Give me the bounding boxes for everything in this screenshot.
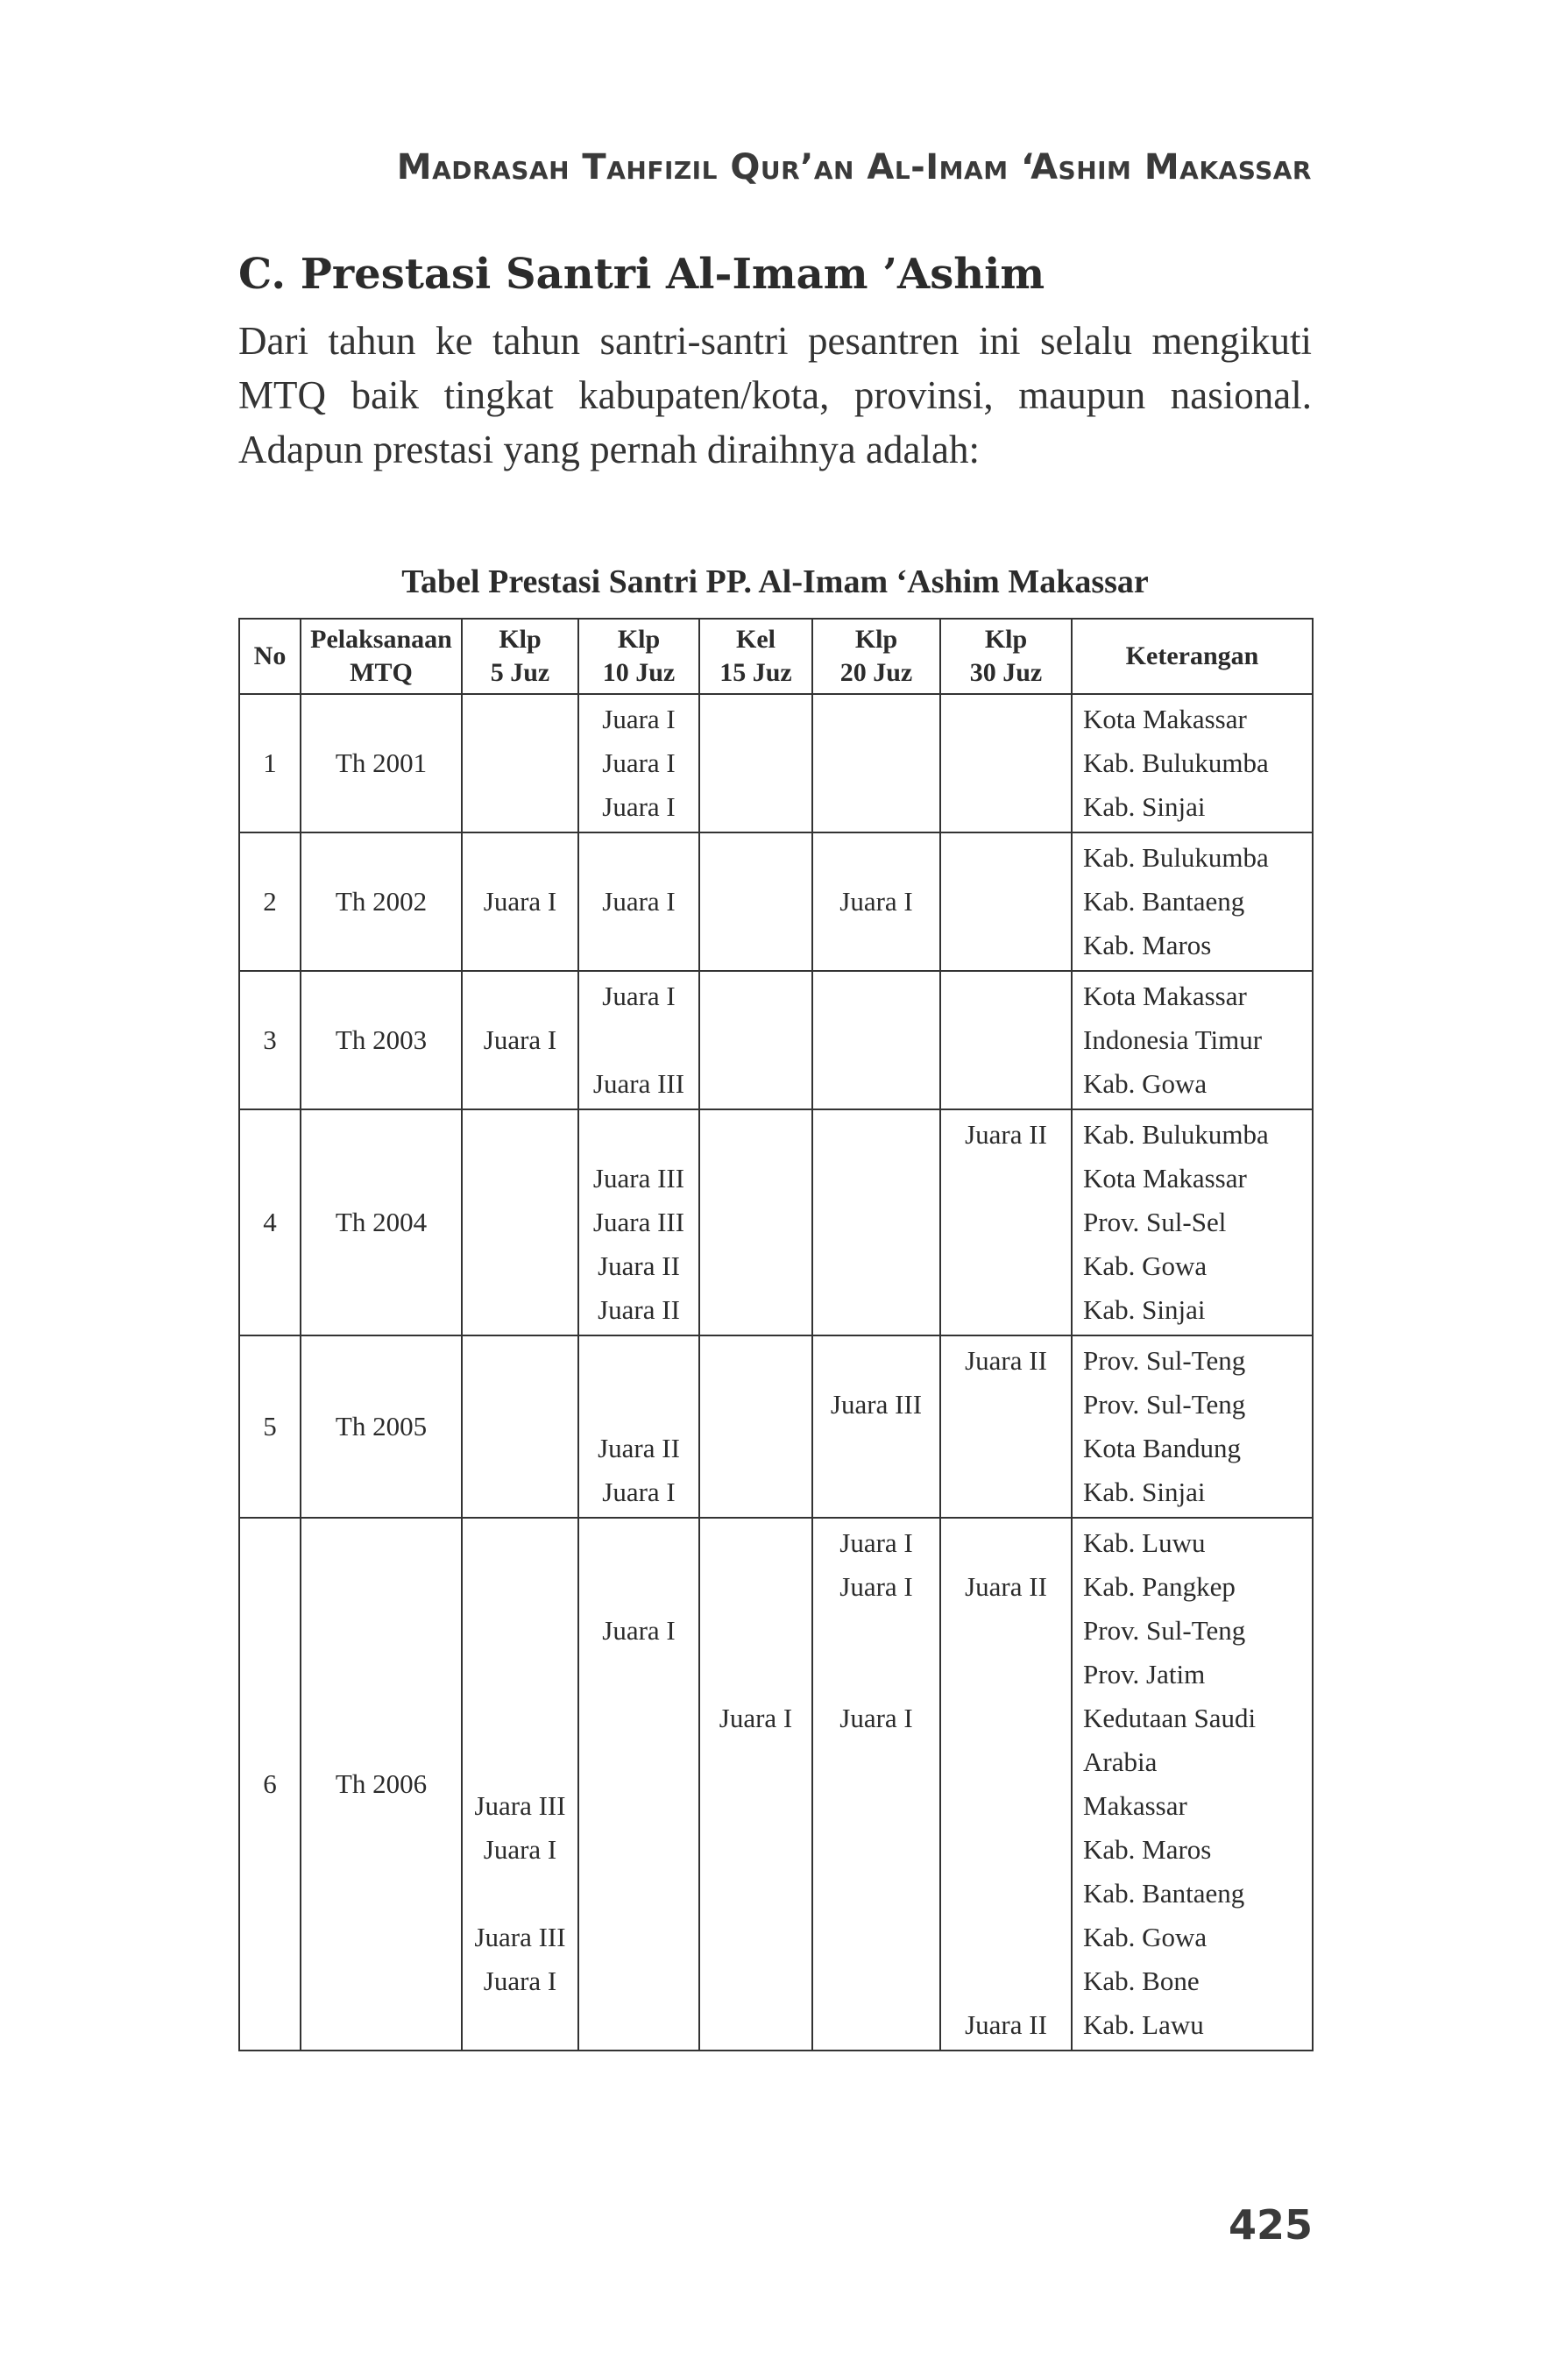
cell-line <box>579 1740 698 1784</box>
cell-klp-5-juz <box>462 971 578 1109</box>
cell-line <box>941 1157 1071 1201</box>
cell-line <box>941 1521 1071 1565</box>
cell-year: Th 2001 <box>301 694 462 832</box>
cell-line <box>700 1740 811 1784</box>
cell-line: Prov. Sul-Teng <box>1083 1345 1246 1376</box>
cell-klp-10-juz <box>578 1518 699 2051</box>
cell-line <box>463 1653 577 1696</box>
cell-line: Kab. Bantaeng <box>1083 886 1245 917</box>
cell-line <box>700 1521 811 1565</box>
cell-line <box>813 836 939 880</box>
cell-line: Juara III <box>592 1207 685 1237</box>
cell-line <box>813 924 939 967</box>
cell-line: Prov. Sul-Teng <box>1083 1615 1246 1646</box>
cell-line <box>463 741 577 785</box>
header-klp-30-juz: Klp 30 Juz <box>940 619 1072 694</box>
cell-klp-30-juz <box>940 832 1072 971</box>
cell-line: Juara I <box>602 747 676 778</box>
cell-klp-5-juz <box>462 832 578 971</box>
cell-line: Juara I <box>483 1834 557 1865</box>
cell-line <box>463 836 577 880</box>
cell-line <box>813 1470 939 1514</box>
cell-line: Kab. Bulukumba <box>1083 1119 1269 1150</box>
header-kel-15-juz: Kel 15 Juz <box>699 619 812 694</box>
cell-line <box>700 1383 811 1427</box>
cell-line <box>941 1784 1071 1828</box>
cell-line <box>941 741 1071 785</box>
cell-line <box>463 1157 577 1201</box>
cell-line <box>463 1383 577 1427</box>
cell-line <box>463 1696 577 1740</box>
cell-keterangan <box>1072 832 1313 971</box>
cell-line <box>463 1244 577 1288</box>
cell-line <box>941 880 1071 924</box>
cell-line: Juara I <box>839 886 913 917</box>
cell-line <box>813 2003 939 2047</box>
cell-line <box>463 1339 577 1383</box>
table-row <box>239 832 1313 971</box>
header-no: No <box>239 619 301 694</box>
cell-line <box>579 1959 698 2003</box>
cell-line: Kab. Maros <box>1083 1834 1212 1865</box>
cell-line <box>813 1872 939 1916</box>
cell-line <box>700 1062 811 1106</box>
cell-line <box>813 1018 939 1062</box>
cell-line <box>700 1784 811 1828</box>
cell-line <box>813 1609 939 1653</box>
cell-line <box>463 698 577 741</box>
cell-line <box>700 836 811 880</box>
cell-line <box>813 1339 939 1383</box>
cell-line <box>700 880 811 924</box>
cell-line <box>813 1740 939 1784</box>
table-header-row <box>239 619 1313 694</box>
cell-line: Juara I <box>602 1477 676 1507</box>
cell-line <box>813 1288 939 1332</box>
cell-line: Kab. Bulukumba <box>1083 747 1269 778</box>
cell-line: Arabia <box>1083 1746 1158 1777</box>
header-pelaksanaan: Pelaksanaan MTQ <box>301 619 462 694</box>
cell-line <box>700 698 811 741</box>
cell-kel-15-juz <box>699 1335 812 1518</box>
cell-line <box>579 1018 698 1062</box>
cell-klp-10-juz <box>578 1109 699 1335</box>
cell-klp-30-juz <box>940 1109 1072 1335</box>
cell-klp-5-juz <box>462 1518 578 2051</box>
cell-line <box>579 1916 698 1959</box>
cell-line <box>941 1244 1071 1288</box>
cell-line: Juara II <box>965 1119 1047 1150</box>
cell-line: Kab. Bulukumba <box>1083 842 1269 873</box>
cell-klp-10-juz <box>578 971 699 1109</box>
cell-line: Kota Makassar <box>1083 704 1247 734</box>
table-body <box>239 694 1313 2051</box>
cell-line <box>941 1740 1071 1784</box>
header-keterangan: Keterangan <box>1072 619 1313 694</box>
cell-line <box>463 785 577 829</box>
cell-line: Juara I <box>602 886 676 917</box>
cell-line <box>813 974 939 1018</box>
cell-line: Juara I <box>839 1703 913 1733</box>
cell-klp-5-juz <box>462 1109 578 1335</box>
cell-line: Juara I <box>483 1024 557 1055</box>
cell-line <box>941 974 1071 1018</box>
cell-line: Juara II <box>965 1571 1047 1602</box>
cell-line <box>579 1828 698 1872</box>
cell-line <box>579 1784 698 1828</box>
cell-klp-10-juz <box>578 694 699 832</box>
cell-year: Th 2004 <box>301 1109 462 1335</box>
cell-line <box>813 1959 939 2003</box>
cell-line <box>700 1828 811 1872</box>
cell-line <box>700 1157 811 1201</box>
cell-klp-10-juz <box>578 832 699 971</box>
cell-line: Juara I <box>483 886 557 917</box>
cell-line <box>941 1696 1071 1740</box>
cell-line <box>463 1288 577 1332</box>
cell-line: Kab. Sinjai <box>1083 1477 1206 1507</box>
header-klp-5-juz: Klp 5 Juz <box>462 619 578 694</box>
cell-line: Kedutaan Saudi <box>1083 1703 1257 1733</box>
cell-line <box>463 2003 577 2047</box>
achievement-table <box>238 618 1314 2051</box>
cell-keterangan <box>1072 694 1313 832</box>
cell-line <box>700 741 811 785</box>
cell-line <box>579 1696 698 1740</box>
cell-keterangan <box>1072 971 1313 1109</box>
cell-line: Juara II <box>598 1433 680 1463</box>
cell-line <box>941 1062 1071 1106</box>
cell-line <box>700 1288 811 1332</box>
cell-line: Kab. Gowa <box>1083 1068 1208 1099</box>
cell-no: 5 <box>239 1335 301 1518</box>
cell-kel-15-juz <box>699 1109 812 1335</box>
cell-line <box>813 1244 939 1288</box>
cell-line <box>579 1565 698 1609</box>
cell-line: Juara III <box>474 1922 566 1952</box>
cell-line <box>813 741 939 785</box>
cell-line: Kota Makassar <box>1083 981 1247 1011</box>
cell-line: Juara II <box>965 1345 1047 1376</box>
cell-line: Kab. Bone <box>1083 1966 1200 1996</box>
cell-line <box>813 1062 939 1106</box>
cell-line: Kab. Lawu <box>1083 2009 1204 2040</box>
cell-line <box>463 1740 577 1784</box>
cell-klp-30-juz <box>940 971 1072 1109</box>
header-klp-20-juz: Klp 20 Juz <box>812 619 940 694</box>
cell-line <box>463 1201 577 1244</box>
cell-line <box>579 1521 698 1565</box>
cell-no: 2 <box>239 832 301 971</box>
cell-keterangan <box>1072 1109 1313 1335</box>
cell-keterangan <box>1072 1335 1313 1518</box>
cell-no: 6 <box>239 1518 301 2051</box>
cell-line: Juara I <box>839 1571 913 1602</box>
cell-line: Juara I <box>719 1703 793 1733</box>
cell-line <box>700 1959 811 2003</box>
cell-line <box>941 1288 1071 1332</box>
cell-line <box>941 1470 1071 1514</box>
cell-line <box>700 1113 811 1157</box>
cell-klp-10-juz <box>578 1335 699 1518</box>
cell-line: Juara III <box>474 1790 566 1821</box>
running-header: Madrasah Tahfizil Qur’an Al-Imam ‘Ashim Makassar <box>396 147 1312 188</box>
cell-line: Kab. Gowa <box>1083 1922 1208 1952</box>
cell-line <box>813 1201 939 1244</box>
cell-line <box>700 1201 811 1244</box>
table-row <box>239 1335 1313 1518</box>
cell-line: Juara II <box>598 1294 680 1325</box>
cell-line <box>941 836 1071 880</box>
cell-line <box>700 785 811 829</box>
cell-line <box>813 1784 939 1828</box>
cell-klp-5-juz <box>462 1335 578 1518</box>
cell-line <box>463 1427 577 1470</box>
cell-line: Prov. Sul-Teng <box>1083 1389 1246 1420</box>
cell-line <box>579 1653 698 1696</box>
cell-line <box>700 1916 811 1959</box>
cell-line <box>579 836 698 880</box>
cell-line <box>700 1018 811 1062</box>
table-row <box>239 1109 1313 1335</box>
cell-line <box>941 1959 1071 2003</box>
cell-line <box>579 1872 698 1916</box>
cell-line <box>700 1427 811 1470</box>
cell-line <box>700 1653 811 1696</box>
cell-line: Prov. Sul-Sel <box>1083 1207 1227 1237</box>
cell-line <box>813 1113 939 1157</box>
cell-line <box>813 1157 939 1201</box>
cell-line <box>941 1201 1071 1244</box>
cell-line <box>941 1828 1071 1872</box>
cell-line: Indonesia Timur <box>1083 1024 1263 1055</box>
cell-kel-15-juz <box>699 1518 812 2051</box>
cell-line: Kab. Pangkep <box>1083 1571 1236 1602</box>
cell-line <box>941 1916 1071 1959</box>
cell-line <box>941 1609 1071 1653</box>
cell-kel-15-juz <box>699 971 812 1109</box>
cell-line <box>463 1872 577 1916</box>
cell-line: Kab. Gowa <box>1083 1250 1208 1281</box>
cell-line: Juara I <box>483 1966 557 1996</box>
cell-line <box>941 785 1071 829</box>
cell-line <box>463 1609 577 1653</box>
cell-line <box>941 1383 1071 1427</box>
cell-line <box>579 1113 698 1157</box>
cell-line <box>463 1113 577 1157</box>
cell-keterangan <box>1072 1518 1313 2051</box>
cell-line <box>700 1565 811 1609</box>
cell-line: Juara I <box>602 791 676 822</box>
cell-line <box>579 2003 698 2047</box>
cell-klp-30-juz <box>940 1518 1072 2051</box>
cell-line <box>941 1653 1071 1696</box>
cell-line <box>700 1339 811 1383</box>
cell-line: Juara I <box>602 981 676 1011</box>
cell-no: 4 <box>239 1109 301 1335</box>
cell-line <box>700 2003 811 2047</box>
cell-no: 3 <box>239 971 301 1109</box>
cell-kel-15-juz <box>699 832 812 971</box>
table-row <box>239 971 1313 1109</box>
cell-line: Makassar <box>1083 1790 1187 1821</box>
cell-line <box>463 1521 577 1565</box>
body-paragraph: Dari tahun ke tahun santri-santri pesantren ini selalu mengikuti MTQ baik tingkat kabupaten/kota, provinsi, maupun nasional. Adapun prestasi yang pernah diraihnya adalah: <box>238 319 1312 471</box>
cell-line: Juara I <box>839 1527 913 1558</box>
cell-line: Kab. Sinjai <box>1083 791 1206 822</box>
cell-line: Kab. Bantaeng <box>1083 1878 1245 1909</box>
cell-klp-20-juz <box>812 1109 940 1335</box>
cell-line <box>579 1339 698 1383</box>
cell-line <box>941 924 1071 967</box>
cell-klp-20-juz <box>812 1518 940 2051</box>
cell-klp-20-juz <box>812 971 940 1109</box>
table-row <box>239 694 1313 832</box>
cell-line <box>700 1609 811 1653</box>
cell-line <box>813 1828 939 1872</box>
cell-line <box>463 1470 577 1514</box>
cell-line: Kab. Luwu <box>1083 1527 1206 1558</box>
cell-line: Kota Bandung <box>1083 1433 1241 1463</box>
cell-line: Juara II <box>598 1250 680 1281</box>
cell-line <box>700 1244 811 1288</box>
cell-klp-5-juz <box>462 694 578 832</box>
cell-line: Prov. Jatim <box>1083 1659 1206 1689</box>
table-row <box>239 1518 1313 2051</box>
cell-line <box>941 1018 1071 1062</box>
table-caption: Tabel Prestasi Santri PP. Al-Imam ‘Ashim Makassar <box>401 563 1149 600</box>
cell-line <box>700 1872 811 1916</box>
cell-klp-20-juz <box>812 1335 940 1518</box>
cell-line <box>463 924 577 967</box>
cell-line <box>941 698 1071 741</box>
cell-year: Th 2002 <box>301 832 462 971</box>
cell-line: Juara III <box>830 1389 923 1420</box>
cell-line <box>579 924 698 967</box>
cell-line: Kab. Sinjai <box>1083 1294 1206 1325</box>
cell-klp-30-juz <box>940 694 1072 832</box>
header-klp-10-juz: Klp 10 Juz <box>578 619 699 694</box>
cell-line <box>813 1916 939 1959</box>
cell-line <box>813 1427 939 1470</box>
cell-line <box>941 1427 1071 1470</box>
cell-year: Th 2005 <box>301 1335 462 1518</box>
cell-line: Kab. Maros <box>1083 930 1212 960</box>
cell-line: Juara III <box>592 1068 685 1099</box>
page-number: 425 <box>1228 2201 1313 2249</box>
cell-line <box>941 1872 1071 1916</box>
cell-year: Th 2003 <box>301 971 462 1109</box>
cell-line: Juara I <box>602 1615 676 1646</box>
cell-line <box>463 974 577 1018</box>
cell-kel-15-juz <box>699 694 812 832</box>
cell-year: Th 2006 <box>301 1518 462 2051</box>
cell-klp-20-juz <box>812 832 940 971</box>
cell-line: Juara III <box>592 1163 685 1194</box>
cell-klp-30-juz <box>940 1335 1072 1518</box>
cell-line <box>463 1062 577 1106</box>
cell-line: Kota Makassar <box>1083 1163 1247 1194</box>
cell-line <box>813 1653 939 1696</box>
cell-klp-20-juz <box>812 694 940 832</box>
cell-line <box>813 698 939 741</box>
cell-line <box>700 924 811 967</box>
cell-line <box>700 974 811 1018</box>
cell-line: Juara II <box>965 2009 1047 2040</box>
section-title: C. Prestasi Santri Al-Imam ’Ashim <box>238 250 1045 299</box>
cell-line <box>579 1383 698 1427</box>
cell-line <box>700 1470 811 1514</box>
cell-no: 1 <box>239 694 301 832</box>
cell-line <box>813 785 939 829</box>
cell-line: Juara I <box>602 704 676 734</box>
cell-line <box>463 1565 577 1609</box>
